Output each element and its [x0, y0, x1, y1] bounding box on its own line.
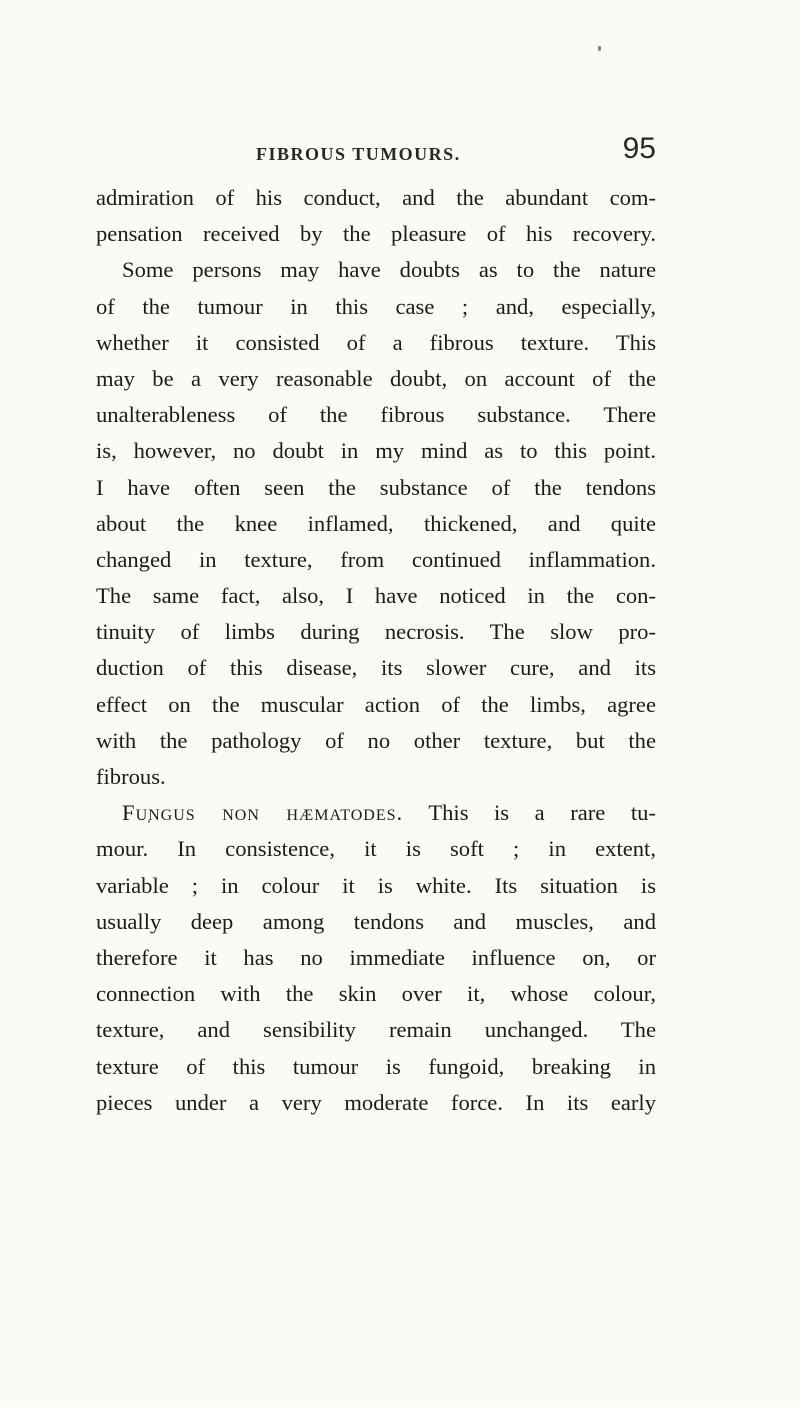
text-line: effect on the muscular action of the limbs, agree: [96, 691, 656, 717]
running-title: FIBROUS TUMOURS.: [256, 144, 461, 164]
text-line: unalterableness of the fibrous substance. There: [96, 402, 656, 428]
text-line: usually deep among tendons and muscles, and: [96, 908, 656, 934]
text-line: therefore it has no immediate influence on, or: [96, 944, 656, 970]
section-heading: Fungus non hæmatodes.: [122, 800, 404, 826]
text-line: I have often seen the substance of the tendons: [96, 474, 656, 500]
text-line: pieces under a very moderate force. In its early: [96, 1089, 656, 1115]
text-line: may be a very reasonable doubt, on account of the: [96, 365, 656, 391]
text-line: mour. In consistence, it is soft ; in extent,: [96, 836, 656, 862]
text-line: whether it consisted of a fibrous texture. This: [96, 329, 656, 355]
scan-speck: [598, 46, 601, 51]
text-line: texture, and sensibility remain unchanged. The: [96, 1017, 656, 1043]
text-line: connection with the skin over it, whose colour,: [96, 981, 656, 1007]
text-line: is, however, no doubt in my mind as to this point.: [96, 438, 656, 464]
text-line: The same fact, also, I have noticed in the con-: [96, 583, 656, 609]
text-line: Some persons may have doubts as to the nature: [122, 257, 656, 283]
text-line: variable ; in colour it is white. Its situation is: [96, 872, 656, 898]
page-header: [96, 130, 656, 170]
text-line: changed in texture, from continued inflammation.: [96, 546, 656, 572]
section-first-line: [96, 795, 656, 831]
section-first-line-text: This is a rare tu-: [428, 800, 656, 826]
text-line: of the tumour in this case ; and, especially,: [96, 293, 656, 319]
body-text: [96, 180, 656, 1121]
text-line: about the knee inflamed, thickened, and quite: [96, 510, 656, 536]
text-line: fibrous.: [96, 764, 166, 789]
text-line: duction of this disease, its slower cure, and its: [96, 655, 656, 681]
page-number: 95: [622, 132, 656, 165]
text-line: with the pathology of no other texture, but the: [96, 727, 656, 753]
text-line: admiration of his conduct, and the abundant com-: [96, 185, 656, 210]
text-line: texture of this tumour is fungoid, breaking in: [96, 1053, 656, 1079]
text-line: tinuity of limbs during necrosis. The slow pro-: [96, 619, 656, 645]
text-line: pensation received by the pleasure of his recovery.: [96, 221, 656, 247]
